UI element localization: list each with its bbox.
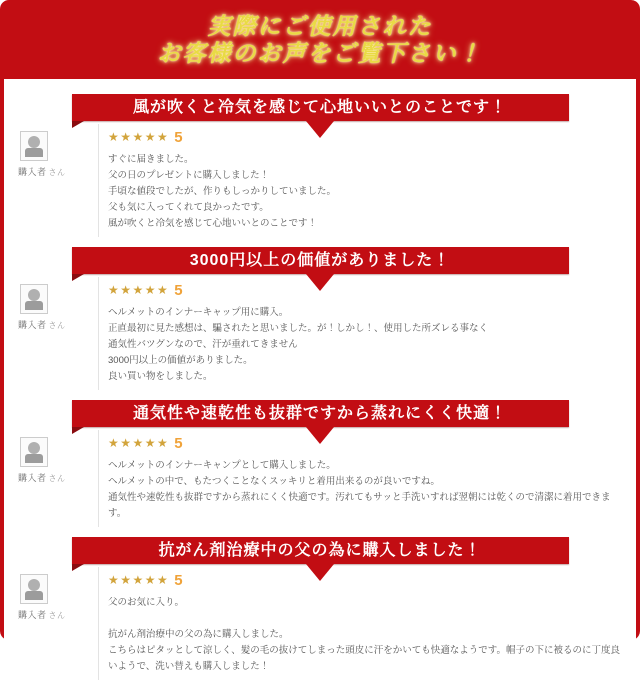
page-header-banner: [4, 4, 636, 79]
reviewer-column: [18, 124, 98, 237]
person-icon-body: [25, 301, 43, 310]
review-line: ヘルメットのインナーキャップ用に購入。: [108, 307, 289, 318]
reviewer-column: [18, 567, 98, 680]
stars-icon: ★★★★★: [108, 283, 170, 297]
review-line: 抗がん剤治療中の父の為に購入しました。: [108, 629, 289, 640]
review-line: こちらはピタッとして涼しく、髪の毛の抜けてしまった頭皮に汗をかいても快適なようです。帽子の下に被るのに丁度良いようで、洗い替えも購入しました！: [108, 645, 621, 672]
review-line: 風が吹くと冷気を感じて心地いいとのことです！: [108, 218, 318, 229]
reviewer-label: 購入者: [18, 610, 47, 620]
review-title-ribbon: [72, 537, 569, 564]
star-rating: [108, 128, 626, 146]
reviewer-column: [18, 430, 98, 527]
review-title: 3000円以上の価値がありました！: [72, 247, 569, 274]
review-line: ヘルメットのインナーキャンプとして購入しました。: [108, 460, 336, 471]
stars-icon: ★★★★★: [108, 573, 170, 587]
rating-value: 5: [174, 129, 183, 146]
reviewer-name: [18, 318, 98, 331]
review-block-3: [4, 400, 636, 527]
stars-icon: ★★★★★: [108, 436, 170, 450]
reviewer-label: 購入者: [18, 473, 47, 483]
review-block-1: [4, 94, 636, 237]
person-icon-head: [28, 442, 40, 454]
stars-icon: ★★★★★: [108, 130, 170, 144]
review-body: [4, 567, 636, 680]
review-title-ribbon: [72, 247, 569, 274]
review-line: 通気性バツグンなので、汗が垂れてきません: [108, 339, 298, 350]
header-title-line2: お客様のお声をご覧下さい！: [157, 40, 483, 66]
review-line: [108, 611, 626, 627]
person-icon-head: [28, 579, 40, 591]
person-icon-body: [25, 148, 43, 157]
review-title: 風が吹くと冷気を感じて心地いいとのことです！: [72, 94, 569, 121]
review-line: 正直最初に見た感想は、騙されたと思いました。が！しかし！、使用した所ズレる事なく: [108, 323, 489, 334]
review-line: ヘルメットの中で、もたつくことなくスッキリと着用出来るのが良いですね。: [108, 476, 440, 487]
review-title-ribbon: [72, 94, 569, 121]
review-line: 3000円以上の価値がありました。: [108, 355, 253, 366]
rating-value: 5: [174, 435, 183, 452]
star-rating: [108, 571, 626, 589]
reviewer-label: 購入者: [18, 320, 47, 330]
review-title: 通気性や速乾性も抜群ですから蒸れにくく快適！: [72, 400, 569, 427]
star-rating: [108, 281, 626, 299]
reviewer-suffix: さん: [48, 168, 66, 177]
reviewer-name: [18, 165, 98, 178]
review-title-ribbon: [72, 400, 569, 427]
reviewer-suffix: さん: [48, 321, 66, 330]
review-line: すぐに届きました。: [108, 154, 194, 165]
review-content: [98, 277, 630, 390]
review-body: [4, 430, 636, 527]
person-icon-head: [28, 136, 40, 148]
reviewer-suffix: さん: [48, 474, 66, 483]
review-line: 通気性や速乾性も抜群ですから蒸れにくく快適です。汚れてもサッと手洗いすれば翌朝には乾くので清潔に着用できます。: [108, 492, 611, 519]
header-title-line1: 実際にご使用された: [207, 13, 433, 39]
review-line: 父のお気に入り。: [108, 597, 185, 608]
review-title: 抗がん剤治療中の父の為に購入しました！: [72, 537, 569, 564]
person-icon: [20, 574, 48, 604]
review-block-2: [4, 247, 636, 390]
star-rating: [108, 434, 626, 452]
review-content: [98, 430, 630, 527]
reviews-list: [4, 79, 636, 680]
person-icon-body: [25, 591, 43, 600]
review-line: 父も気に入ってくれて良かったです。: [108, 202, 269, 213]
review-content: [98, 124, 630, 237]
review-line: 父の日のプレゼントに購入しました！: [108, 170, 270, 181]
rating-value: 5: [174, 572, 183, 589]
review-body: [4, 277, 636, 390]
person-icon: [20, 437, 48, 467]
rating-value: 5: [174, 282, 183, 299]
reviewer-column: [18, 277, 98, 390]
person-icon-head: [28, 289, 40, 301]
review-body: [4, 124, 636, 237]
person-icon: [20, 131, 48, 161]
reviewer-name: [18, 471, 98, 484]
review-line: 良い買い物をしました。: [108, 371, 213, 382]
person-icon-body: [25, 454, 43, 463]
reviewer-label: 購入者: [18, 167, 47, 177]
review-content: [98, 567, 630, 680]
reviewer-suffix: さん: [48, 611, 66, 620]
person-icon: [20, 284, 48, 314]
reviewer-name: [18, 608, 98, 621]
review-block-4: [4, 537, 636, 680]
review-line: 手頃な値段でしたが、作りもしっかりしていました。: [108, 186, 337, 197]
